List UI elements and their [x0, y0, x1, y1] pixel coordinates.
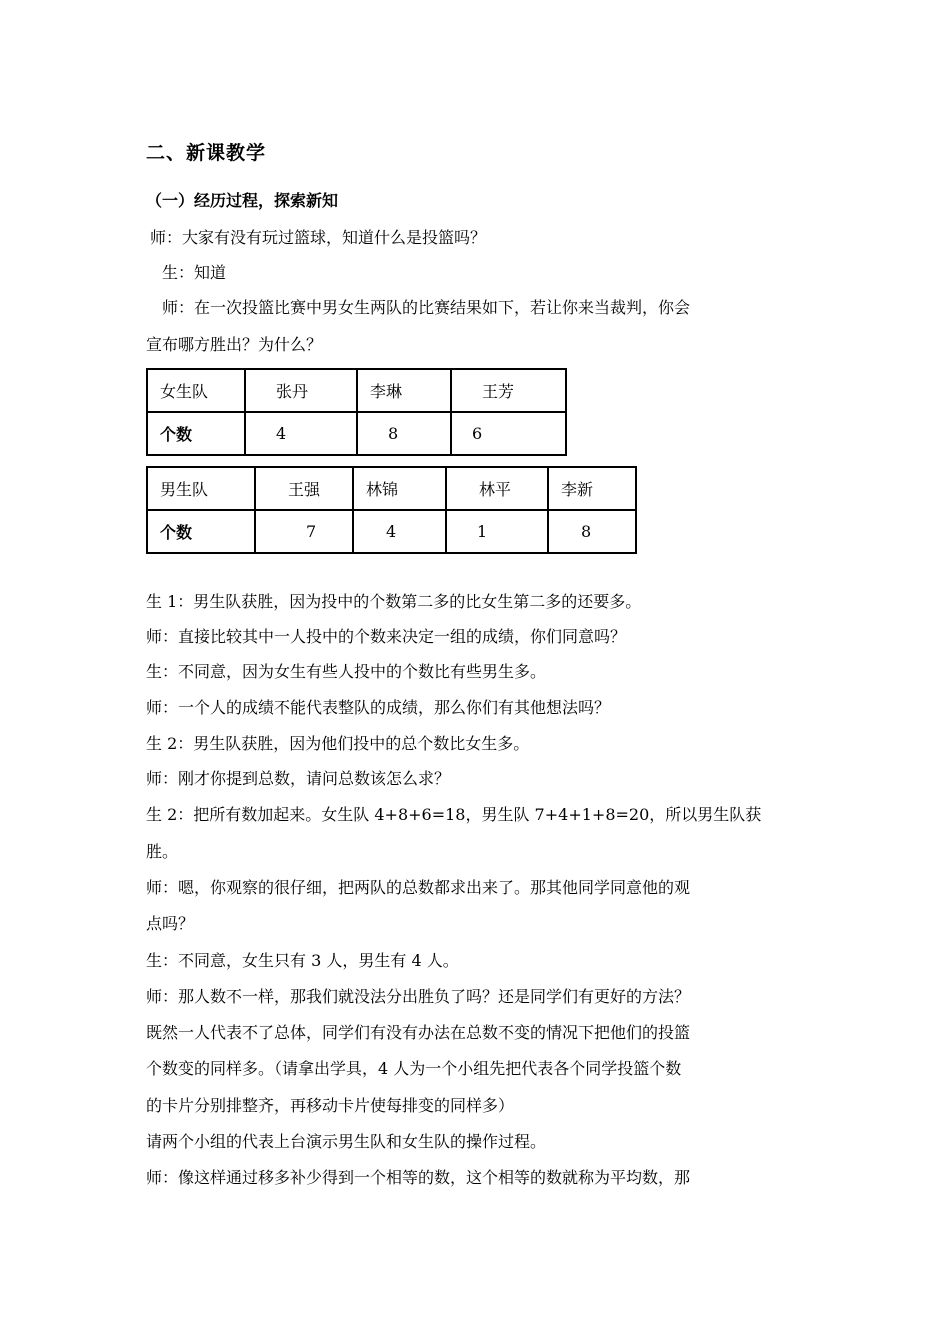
table-cell: 8 — [357, 412, 451, 455]
paragraph-line: 宣布哪方胜出？为什么？ — [146, 335, 323, 354]
table-cell: 张丹 — [245, 369, 357, 412]
table-cell: 林平 — [446, 467, 548, 510]
boys-score-table — [146, 466, 637, 554]
table-cell: 王强 — [255, 467, 353, 510]
table-cell: 6 — [451, 412, 566, 455]
table-cell: 个数 — [147, 510, 255, 553]
table-cell: 王芳 — [451, 369, 566, 412]
table-cell: 7 — [255, 510, 353, 553]
paragraph-line: 既然一人代表不了总体，同学们有没有办法在总数不变的情况下把他们的投篮 — [146, 1023, 691, 1042]
table-row — [147, 510, 636, 553]
paragraph-line: 师：一个人的成绩不能代表整队的成绩，那么你们有其他想法吗？ — [146, 698, 611, 717]
paragraph-line: 生：知道 — [162, 263, 227, 282]
table-cell: 李新 — [548, 467, 636, 510]
table-cell: 1 — [446, 510, 548, 553]
paragraph-line: 个数变的同样多。（请拿出学具，4 人为一个小组先把代表各个同学投篮个数 — [146, 1059, 682, 1078]
paragraph-line: 师：像这样通过移多补少得到一个相等的数，这个相等的数就称为平均数，那 — [146, 1168, 691, 1187]
subsection-title: （一）经历过程，探索新知 — [146, 191, 339, 210]
table-cell: 女生队 — [147, 369, 245, 412]
paragraph-line: 师：在一次投篮比赛中男女生两队的比赛结果如下，若让你来当裁判，你会 — [162, 298, 691, 317]
paragraph-line: 师：那人数不一样，那我们就没法分出胜负了吗？还是同学们有更好的方法？ — [146, 987, 691, 1006]
paragraph-line: 的卡片分别排整齐，再移动卡片使每排变的同样多） — [146, 1096, 515, 1115]
table-row — [147, 369, 566, 412]
table-cell: 林锦 — [353, 467, 446, 510]
table-cell: 8 — [548, 510, 636, 553]
paragraph-line: 生：不同意，因为女生有些人投中的个数比有些男生多。 — [146, 662, 547, 681]
paragraph-line: 生 2：把所有数加起来。女生队 4+8+6=18，男生队 7+4+1+8=20，所以男生队获 — [146, 805, 762, 824]
paragraph-line: 生 1：男生队获胜，因为投中的个数第二多的比女生第二多的还要多。 — [146, 592, 642, 611]
paragraph-line: 师：嗯，你观察的很仔细，把两队的总数都求出来了。那其他同学同意他的观 — [146, 878, 691, 897]
table-cell: 男生队 — [147, 467, 255, 510]
paragraph-line: 师：直接比较其中一人投中的个数来决定一组的成绩，你们同意吗？ — [146, 627, 627, 646]
table-cell: 4 — [353, 510, 446, 553]
paragraph-line: 请两个小组的代表上台演示男生队和女生队的操作过程。 — [146, 1132, 547, 1151]
girls-score-table — [146, 368, 567, 456]
paragraph-line: 师：大家有没有玩过篮球，知道什么是投篮吗？ — [150, 228, 487, 247]
section-title: 二、新课教学 — [146, 142, 267, 164]
table-row — [147, 467, 636, 510]
table-row — [147, 412, 566, 455]
paragraph-line: 师：刚才你提到总数，请问总数该怎么求？ — [146, 769, 451, 788]
paragraph-line: 点吗？ — [146, 914, 195, 933]
paragraph-line: 生：不同意，女生只有 3 人，男生有 4 人。 — [146, 951, 459, 970]
paragraph-line: 胜。 — [146, 842, 179, 861]
table-cell: 个数 — [147, 412, 245, 455]
table-cell: 李琳 — [357, 369, 451, 412]
table-cell: 4 — [245, 412, 357, 455]
paragraph-line: 生 2：男生队获胜，因为他们投中的总个数比女生多。 — [146, 734, 530, 753]
